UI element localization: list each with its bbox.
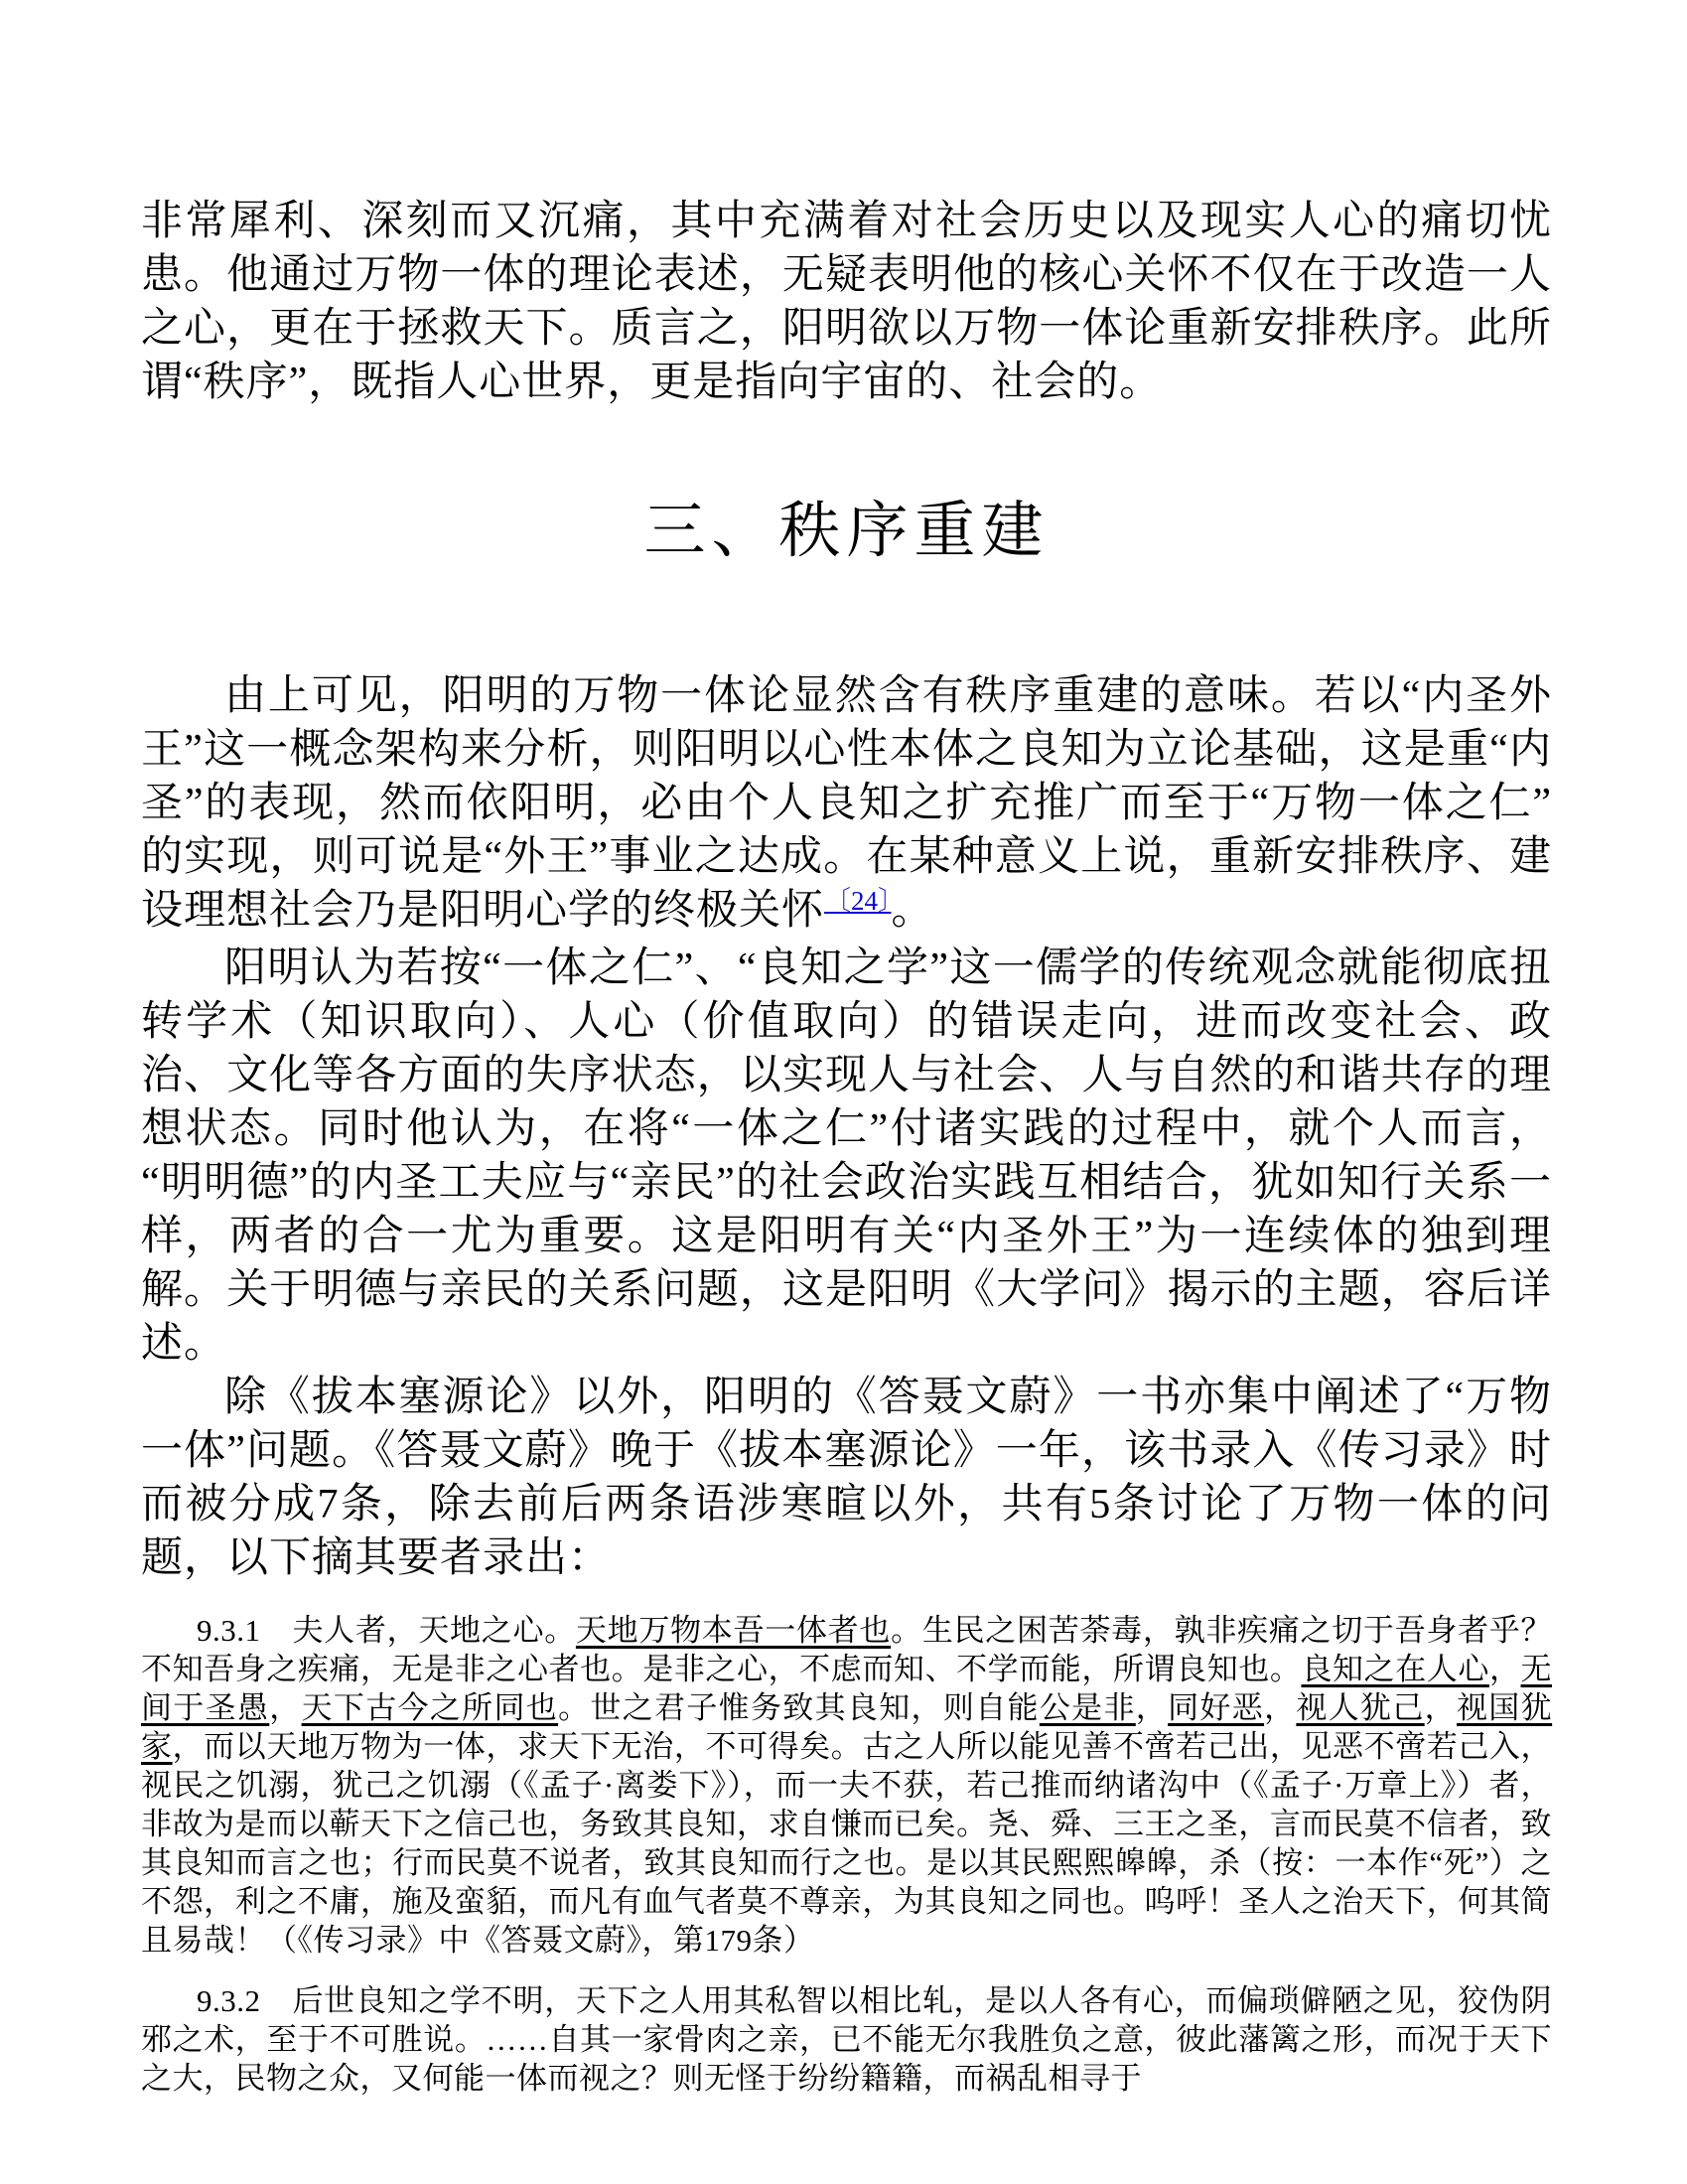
quote-underlined-text: 视国犹家 <box>141 1690 1553 1765</box>
section-heading: 三、秩序重建 <box>643 498 1050 565</box>
paragraph-order-rebuild <box>141 669 1552 942</box>
quote-text-segment: ，而以天地万物为一体，求天下无治，不可得矣。古之人所以能见善不啻若己出，见恶不啻若己入，视民之饥溺，犹己之饥溺（《孟子·离娄下》），而一夫不获，若己推而纳诸沟中（《孟子·万章上》）者，非故为是而以蕲天下之信己也，务致其良知，求自慊而已矣。尧、舜、三王之圣，言而民莫不信者，致其良知而言之也；行而民莫不说者，致其良知而行之也。是以其民熙熙皞皞，杀（按：一本作“死”）之不怨，利之不庸，施及蛮貊，而凡有血气者莫不尊亲，为其良知之同也。呜呼！圣人之治天下，何其简且易哉！（《传习录》中《答聂文蔚》，第179条） <box>141 1729 1553 1959</box>
quote-text-segment: ， <box>1488 1652 1521 1687</box>
quote-underlined-text: 无间于圣愚 <box>141 1652 1553 1726</box>
quote-text-segment: 。世之君子惟务致其良知，则自能 <box>558 1690 1040 1726</box>
quote-text-segment: ， <box>1135 1690 1169 1726</box>
quote-text-segment: 9.3.1 夫人者，天地之心。 <box>197 1613 576 1649</box>
quote-underlined-text: 天地万物本吾一体者也 <box>575 1613 892 1649</box>
quote-block-931 <box>141 1611 1552 1960</box>
quote-text-segment: ， <box>1424 1690 1457 1726</box>
paragraph-order-period: 。 <box>891 888 934 935</box>
quote-text-segment: 。生民之困苦荼毒，孰非疾痛之切于吾身者乎？不知吾身之疾痛，无是非之心者也。是非之心，不虑而知、不学而能，所谓良知也。 <box>141 1613 1553 1687</box>
paragraph-quotes-intro: 除《拔本塞源论》以外，阳明的《答聂文蔚》一书亦集中阐述了“万物一体”问题。《答聂文蔚》晚于《拔本塞源论》一年，该书录入《传习录》时而被分成7条，除去前后两条语涉寒暄以外，共有5条讨论了万物一体的问题，以下摘其要者录出： <box>141 1375 1552 1582</box>
quote-underlined-text: 公是非 <box>1039 1690 1136 1726</box>
quote-underlined-text: 良知之在人心 <box>1301 1652 1489 1687</box>
paragraph-order-text: 由上可见，阳明的万物一体论显然含有秩序重建的意味。若以“内圣外王”这一概念架构来分析，则阳明以心性本体之良知为立论基础，这是重“内圣”的表现，然而依阳明，必由个人良知之扩充推广而至于“万物一体之仁”的实现，则可说是“外王”事业之达成。在某种意义上说，重新安排秩序、建设理想社会乃是阳明心学的终极关怀 <box>141 673 1552 935</box>
quote-block-932: 9.3.2 后世良知之学不明，天下之人用其私智以相比轧，是以人各有心，而偏琐僻陋之见，狡伪阴邪之术，至于不可胜说。……自其一家骨肉之亲，已不能无尔我胜负之意，彼此藩篱之形，而况于天下之大，民物之众，又何能一体而视之？则无怪于纷纷籍籍，而祸乱相寻于 <box>141 1983 1552 2097</box>
quote-text-segment: ， <box>1264 1690 1297 1726</box>
quote-underlined-text: 同好恶 <box>1168 1690 1265 1726</box>
quote-text-segment: ， <box>269 1690 302 1726</box>
quote-underlined-text: 天下古今之所同也 <box>301 1690 559 1726</box>
paragraph-belief: 阳明认为若按“一体之仁”、“良知之学”这一儒学的传统观念就能彻底扭转学术（知识取向）、人心（价值取向）的错误走向，进而改变社会、政治、文化等各方面的失序状态，以实现人与社会、人与自然的和谐共存的理想状态。同时他认为，在将“一体之仁”付诸实践的过程中，就个人而言，“明明德”的内圣工夫应与“亲民”的社会政治实践互相结合，犹如知行关系一样，两者的合一尤为重要。这是阳明有关“内圣外王”为一连续体的独到理解。关于明德与亲民的关系问题，这是阳明《大学问》揭示的主题，容后详述。 <box>141 946 1552 1368</box>
quote-underlined-text: 视人犹己 <box>1296 1690 1425 1726</box>
footnote-link-24[interactable]: 〔24〕 <box>824 885 892 916</box>
paragraph-intro: 非常犀利、深刻而又沉痛，其中充满着对社会历史以及现实人心的痛切忧患。他通过万物一体的理论表述，无疑表明他的核心关怀不仅在于改造一人之心，更在于拯救天下。质言之，阳明欲以万物一体论重新安排秩序。此所谓“秩序”，既指人心世界，更是指向宇宙的、社会的。 <box>141 199 1552 405</box>
